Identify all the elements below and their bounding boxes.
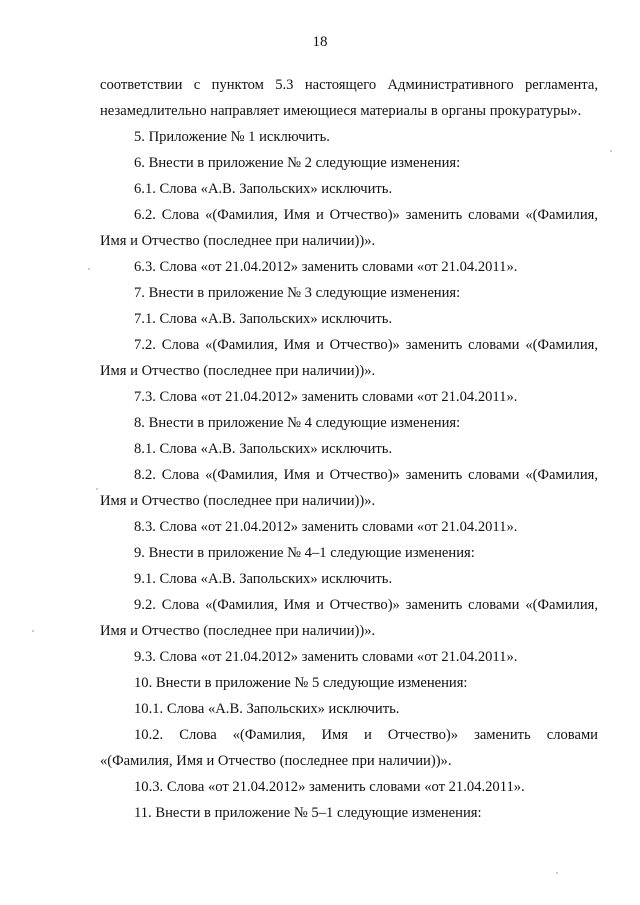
text-line: 7.2. Слова «(Фамилия, Имя и Отчество)» заменить словами «(Фамилия,	[134, 337, 598, 353]
text-line: 9.2. Слова «(Фамилия, Имя и Отчество)» заменить словами «(Фамилия,	[134, 597, 598, 613]
paragraph-item-10-3: 10.3. Слова «от 21.04.2012» заменить словами «от 21.04.2011».	[134, 779, 525, 795]
scan-speck	[556, 872, 558, 874]
paragraph-item-6-3: 6.3. Слова «от 21.04.2012» заменить словами «от 21.04.2011».	[134, 259, 518, 275]
text-line: Имя и Отчество (последнее при наличии))».	[100, 493, 376, 509]
paragraph-item-9: 9. Внести в приложение № 4–1 следующие изменения:	[134, 545, 475, 561]
text-line: незамедлительно направляет имеющиеся материалы в органы прокуратуры».	[100, 103, 582, 119]
text-line: 6.2. Слова «(Фамилия, Имя и Отчество)» заменить словами «(Фамилия,	[134, 207, 598, 223]
text-line: Имя и Отчество (последнее при наличии))».	[100, 623, 376, 639]
paragraph-item-10-1: 10.1. Слова «А.В. Запольских» исключить.	[134, 701, 400, 717]
text-line: Имя и Отчество (последнее при наличии))».	[100, 363, 376, 379]
paragraph-item-5: 5. Приложение № 1 исключить.	[134, 129, 330, 145]
paragraph-item-10-2	[100, 722, 598, 774]
paragraph-item-8-1: 8.1. Слова «А.В. Запольских» исключить.	[134, 441, 393, 457]
scan-speck	[32, 630, 34, 632]
paragraph-item-6: 6. Внести в приложение № 2 следующие изменения:	[134, 155, 461, 171]
text-line: «(Фамилия, Имя и Отчество (последнее при наличии))».	[100, 753, 452, 769]
paragraph-continuation	[100, 72, 598, 124]
paragraph-item-9-3: 9.3. Слова «от 21.04.2012» заменить словами «от 21.04.2011».	[134, 649, 518, 665]
text-line: Имя и Отчество (последнее при наличии))».	[100, 233, 376, 249]
paragraph-item-9-2	[100, 592, 598, 644]
paragraph-item-7-3: 7.3. Слова «от 21.04.2012» заменить словами «от 21.04.2011».	[134, 389, 518, 405]
paragraph-item-7-1: 7.1. Слова «А.В. Запольских» исключить.	[134, 311, 393, 327]
paragraph-item-8: 8. Внести в приложение № 4 следующие изменения:	[134, 415, 461, 431]
scan-speck	[610, 150, 612, 152]
paragraph-item-10: 10. Внести в приложение № 5 следующие изменения:	[134, 675, 468, 691]
paragraph-item-9-1: 9.1. Слова «А.В. Запольских» исключить.	[134, 571, 393, 587]
scan-speck	[88, 268, 90, 270]
paragraph-item-7: 7. Внести в приложение № 3 следующие изменения:	[134, 285, 461, 301]
paragraph-item-11: 11. Внести в приложение № 5–1 следующие изменения:	[134, 805, 482, 821]
paragraph-item-6-2	[100, 202, 598, 254]
page-number: 18	[312, 34, 328, 50]
paragraph-item-7-2	[100, 332, 598, 384]
document-body	[100, 72, 598, 826]
text-line: соответствии с пунктом 5.3 настоящего Административного регламента,	[100, 77, 598, 93]
paragraph-item-6-1: 6.1. Слова «А.В. Запольских» исключить.	[134, 181, 393, 197]
text-line: 8.2. Слова «(Фамилия, Имя и Отчество)» заменить словами «(Фамилия,	[134, 467, 598, 483]
paragraph-item-8-3: 8.3. Слова «от 21.04.2012» заменить словами «от 21.04.2011».	[134, 519, 518, 535]
scan-speck	[96, 488, 98, 490]
paragraph-item-8-2	[100, 462, 598, 514]
text-line: 10.2. Слова «(Фамилия, Имя и Отчество)» заменить словами	[134, 727, 598, 743]
